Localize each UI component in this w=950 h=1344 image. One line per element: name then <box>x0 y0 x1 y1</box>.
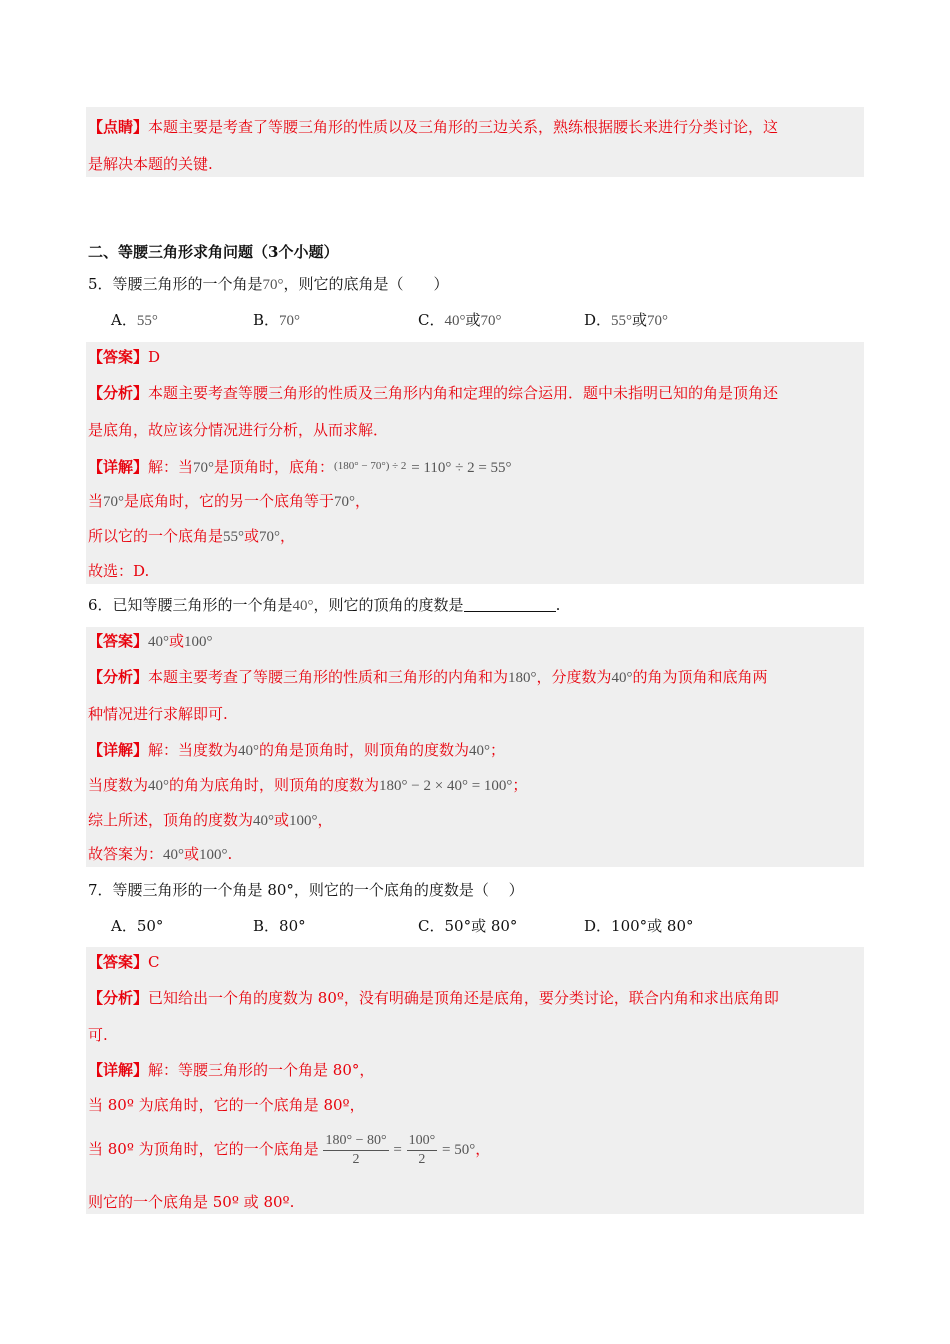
q5-detail-3: 所以它的一个底角是55°或70°， <box>88 527 296 545</box>
q5-detail-1: 【详解】解：当70°是顶角时，底角：$^{(180^\circ - 70^\circ) \div 2}$ = 110° ÷ 2 = 55° <box>88 458 512 476</box>
q7-detail-1: 【详解】解：等腰三角形的一个角是 80°， <box>88 1061 375 1079</box>
fraction-1: $\frac{180^\circ - 80^\circ}{2}$ <box>325 1132 387 1167</box>
q5-detail-2: 当70°是底角时，它的另一个底角等于70°， <box>88 492 371 510</box>
question-6-stem: 6．已知等腰三角形的一个角是40°，则它的顶角的度数是 . <box>88 596 561 614</box>
tip-box <box>86 107 864 177</box>
q6-detail-2: 当度数为40°的角为底角时，则顶角的度数为180° − 2 × 40° = 100°； <box>88 776 528 794</box>
q5-answer: 【答案】D <box>88 348 161 366</box>
q7-detail-4: 则它的一个底角是 50º 或 80º. <box>88 1193 295 1211</box>
q6-detail-1: 【详解】解：当度数为40°的角是顶角时，则顶角的度数为40°； <box>88 741 506 759</box>
q6-solution-box <box>86 627 864 867</box>
q7-detail-2: 当 80º 为底角时，它的一个底角是 80º， <box>88 1096 365 1114</box>
q5-detail-4: 故选：D. <box>88 562 150 580</box>
question-5-stem: 5．等腰三角形的一个角是70°，则它的底角是（ ） <box>88 275 449 293</box>
q7-option-c: C．50°或 80° <box>418 917 518 935</box>
question-7-stem: 7．等腰三角形的一个角是 80°，则它的一个底角的度数是（ ） <box>88 881 524 899</box>
tip-tag: 【点睛】 <box>88 118 149 136</box>
q7-analysis-1: 【分析】已知给出一个角的度数为 80º，没有明确是顶角还是底角，要分类讨论，联合内角和求出底角即 <box>88 989 779 1007</box>
q5-option-d: D．55°或70° <box>584 311 669 329</box>
q5-option-a: A．55° <box>111 311 158 329</box>
q5-option-c: C．40°或70° <box>418 311 502 329</box>
q6-detail-3: 综上所述，顶角的度数为40°或100°， <box>88 811 333 829</box>
q7-option-d: D．100°或 80° <box>584 917 694 935</box>
q6-analysis-2: 种情况进行求解即可. <box>88 705 228 723</box>
q5-analysis-2: 是底角，故应该分情况进行分析，从而求解． <box>88 421 389 439</box>
section-title: 二、等腰三角形求角问题（3个小题） <box>88 243 339 261</box>
q7-answer: 【答案】C <box>88 953 160 971</box>
q7-solution-box <box>86 947 864 1214</box>
tip-line-2: 是解决本题的关键. <box>88 155 213 173</box>
q5-solution-box <box>86 342 864 584</box>
q5-option-b: B．70° <box>253 311 301 329</box>
q6-answer: 【答案】40°或100° <box>88 632 213 650</box>
q7-analysis-2: 可. <box>88 1026 108 1044</box>
q5-analysis-1: 【分析】本题主要考查等腰三角形的性质及三角形内角和定理的综合运用．题中未指明已知的角是顶角还 <box>88 384 779 402</box>
q6-analysis-1: 【分析】本题主要考查了等腰三角形的性质和三角形的内角和为180°，分度数为40°的角为顶角和底角两 <box>88 668 768 686</box>
answer-blank <box>464 597 556 612</box>
q6-detail-4: 故答案为：40°或100°. <box>88 845 233 863</box>
q7-option-b: B．80° <box>253 917 306 935</box>
tip-line-1: 【点睛】本题主要是考查了等腰三角形的性质以及三角形的三边关系，熟练根据腰长来进行分类讨论，这 <box>88 118 779 136</box>
q7-detail-3: 当 80º 为顶角时，它的一个底角是 $\frac{180^\circ - 80^\circ}{2}$ = $\frac{100^\circ}{2}$ = 50°， <box>88 1132 491 1167</box>
q7-option-a: A．50° <box>111 917 164 935</box>
fraction-2: $\frac{100^\circ}{2}$ <box>408 1132 436 1167</box>
